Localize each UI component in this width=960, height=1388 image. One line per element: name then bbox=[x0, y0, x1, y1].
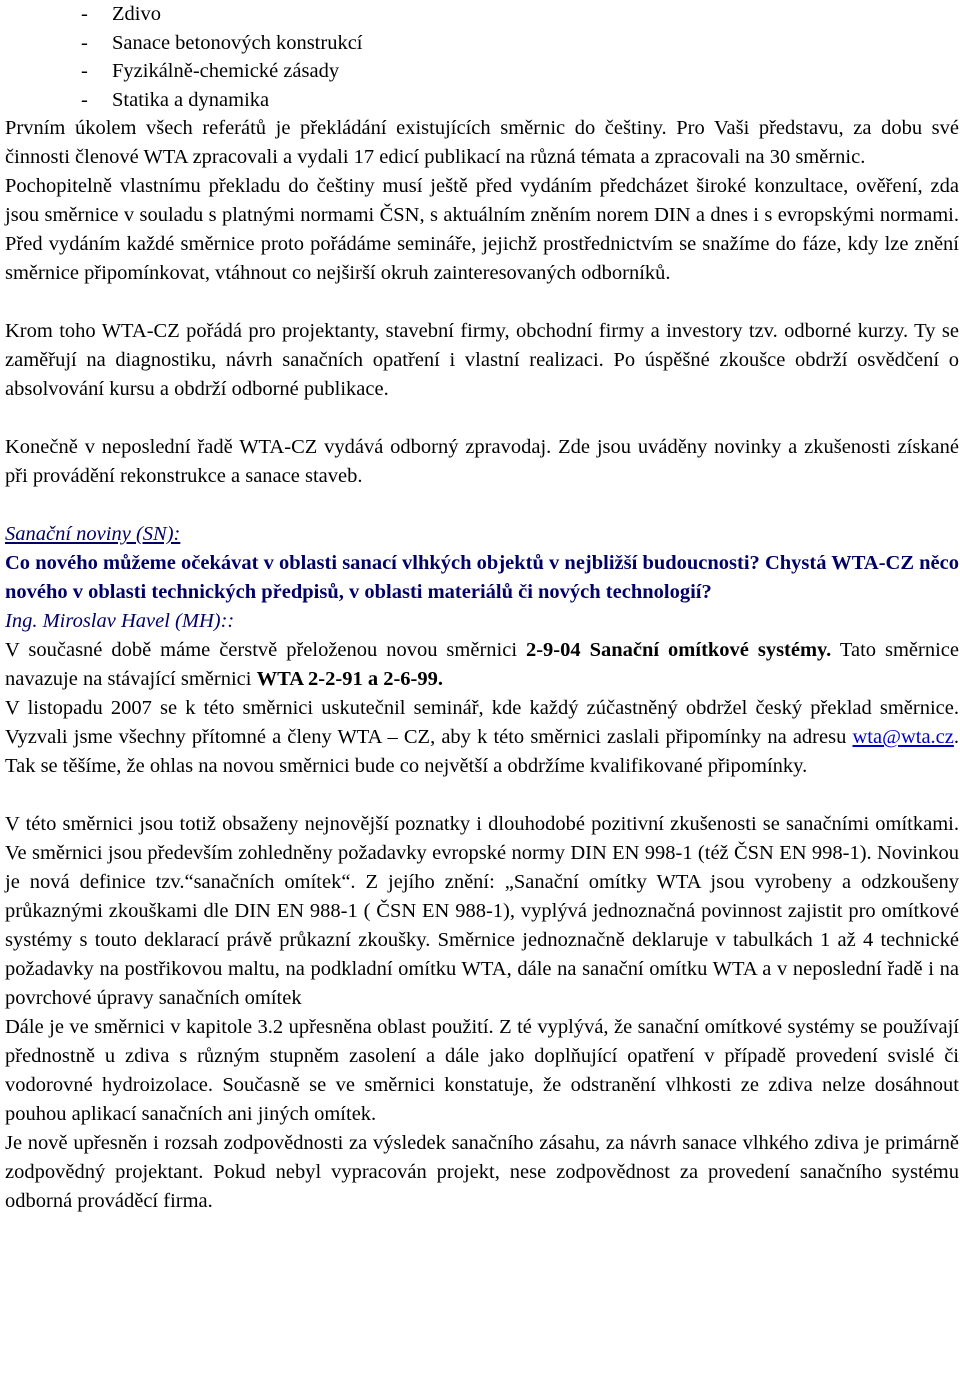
paragraph-courses: Krom toho WTA-CZ pořádá pro projektanty, stavební firmy, obchodní firmy a investory tzv. odborné kurzy. Ty se zaměřují na diagnostiku, návrh sanačních opatření i vlastní realizaci. Po úspěšné zkoušce obdrží osvědčení o absolvování kursu a obdrží odborné publikace. bbox=[5, 320, 959, 400]
list-item-text: Fyzikálně-chemické zásady bbox=[112, 60, 340, 82]
answer-paragraph-2: V listopadu 2007 se k této směrnici uskutečnil seminář, kde každý zúčastněný obdržel český překlad směrnice. Vyzvali jsme všechny přítomné a členy WTA – CZ, aby k této směrnici zaslali připomínky na adresu wta@wta.cz. Tak se těšíme, že ohlas na novou směrnici bude co největší a obdržíme kvalifikované připomínky. bbox=[5, 697, 959, 777]
list-dash: - bbox=[81, 31, 88, 54]
list-item-text: Sanace betonových konstrukcí bbox=[112, 31, 363, 54]
answer-paragraph-5: Je nově upřesněn i rozsah zodpovědnosti za výsledek sanačního zásahu, za návrh sanace vlhkého zdiva je primárně zodpovědný projektant. Pokud nebyl vypracován projekt, nese zodpovědnost za provedení sanačního systému odborná prováděcí firma. bbox=[5, 1132, 959, 1212]
email-link[interactable]: wta@wta.cz bbox=[852, 726, 954, 748]
list-dash: - bbox=[81, 3, 88, 25]
list-dash: - bbox=[81, 88, 88, 111]
answer-paragraph-1: V současné době máme čerstvě přeloženou novou směrnici 2-9-04 Sanační omítkové systémy. Tato směrnice navazuje na stávající směrnici WTA 2-2-91 a 2-6-99. bbox=[5, 639, 959, 690]
interview-question: Co nového můžeme očekávat v oblasti sanací vlhkých objektů v nejbližší budoucnosti? Chystá WTA-CZ něco nového v oblasti technických předpisů, v oblasti materiálů či nových technologií? bbox=[5, 552, 959, 603]
spacer bbox=[5, 404, 959, 433]
interviewer-label: Sanační noviny (SN): bbox=[5, 523, 181, 545]
list-item bbox=[5, 29, 959, 58]
answer-paragraph-3: V této směrnici jsou totiž obsaženy nejnovější poznatky i dlouhodobé pozitivní zkušenosti se sanačními omítkami. Ve směrnici jsou především zohledněny požadavky evropské normy DIN EN 998-1 (též ČSN EN 998-1). Novinkou je nová definice tzv.“sanačních omítek“. Z jejího znění: „Sanační omítky WTA jsou vyrobeny a odzkoušeny průkaznými zkouškami dle DIN EN 988-1 ( ČSN EN 988-1), vyplývá jednoznačná povinnost zajistit pro omítkové systémy s touto deklarací právě průkazní zkoušky. Směrnice jednoznačně deklaruje v tabulkách 1 až 4 technické požadavky na postřikovou maltu, na podkladní omítku WTA, dále na sanační omítku WTA a v neposlední řadě i na povrchové úpravy sanačních omítek bbox=[5, 813, 959, 1009]
list-item bbox=[5, 57, 959, 86]
paragraph-newsletter: Konečně v neposlední řadě WTA-CZ vydává odborný zpravodaj. Zde jsou uváděny novinky a zkušenosti získané při provádění rekonstrukce a sanace staveb. bbox=[5, 436, 959, 487]
topic-list bbox=[5, 0, 959, 114]
respondent-label: Ing. Miroslav Havel (MH):: bbox=[5, 610, 235, 632]
list-item bbox=[5, 86, 959, 115]
answer-paragraph-4: Dále je ve směrnici v kapitole 3.2 upřesněna oblast použití. Z té vyplývá, že sanační omítkové systémy se používají přednostně u zdiva s různým stupněm zasolení a dále jako doplňující opatření v případě provedení svislé či vodorovné hydroizolace. Současně se ve směrnici konstatuje, že odstranění vlhkosti ze zdiva nelze dosáhnout pouhou aplikací sanačních ani jiných omítek. bbox=[5, 1016, 959, 1125]
paragraph-translation-task: Prvním úkolem všech referátů je překládání existujících směrnic do češtiny. Pro Vaši představu, za dobu své činnosti členové WTA zpracovali a vydali 17 edicí publikací na různá témata a zpracovali na 30 směrnic. bbox=[5, 117, 959, 168]
list-dash: - bbox=[81, 60, 88, 82]
spacer bbox=[5, 288, 959, 317]
paragraph-consultation: Pochopitelně vlastnímu překladu do češtiny musí ještě před vydáním předcházet široké konzultace, ověření, zda jsou směrnice v souladu s platnými normami ČSN, s aktuálním zněním norem DIN a dnes i s evropskými normami. Před vydáním každé směrnice proto pořádáme semináře, jejichž prostřednictvím se snažíme do fáze, kdy lze znění směrnice připomínkovat, vtáhnout co nejširší okruh zainteresovaných odborníků. bbox=[5, 175, 959, 284]
spacer bbox=[5, 781, 959, 810]
list-item-text: Zdivo bbox=[112, 3, 161, 25]
list-item bbox=[5, 0, 959, 29]
spacer bbox=[5, 491, 959, 520]
list-item-text: Statika a dynamika bbox=[112, 88, 270, 111]
